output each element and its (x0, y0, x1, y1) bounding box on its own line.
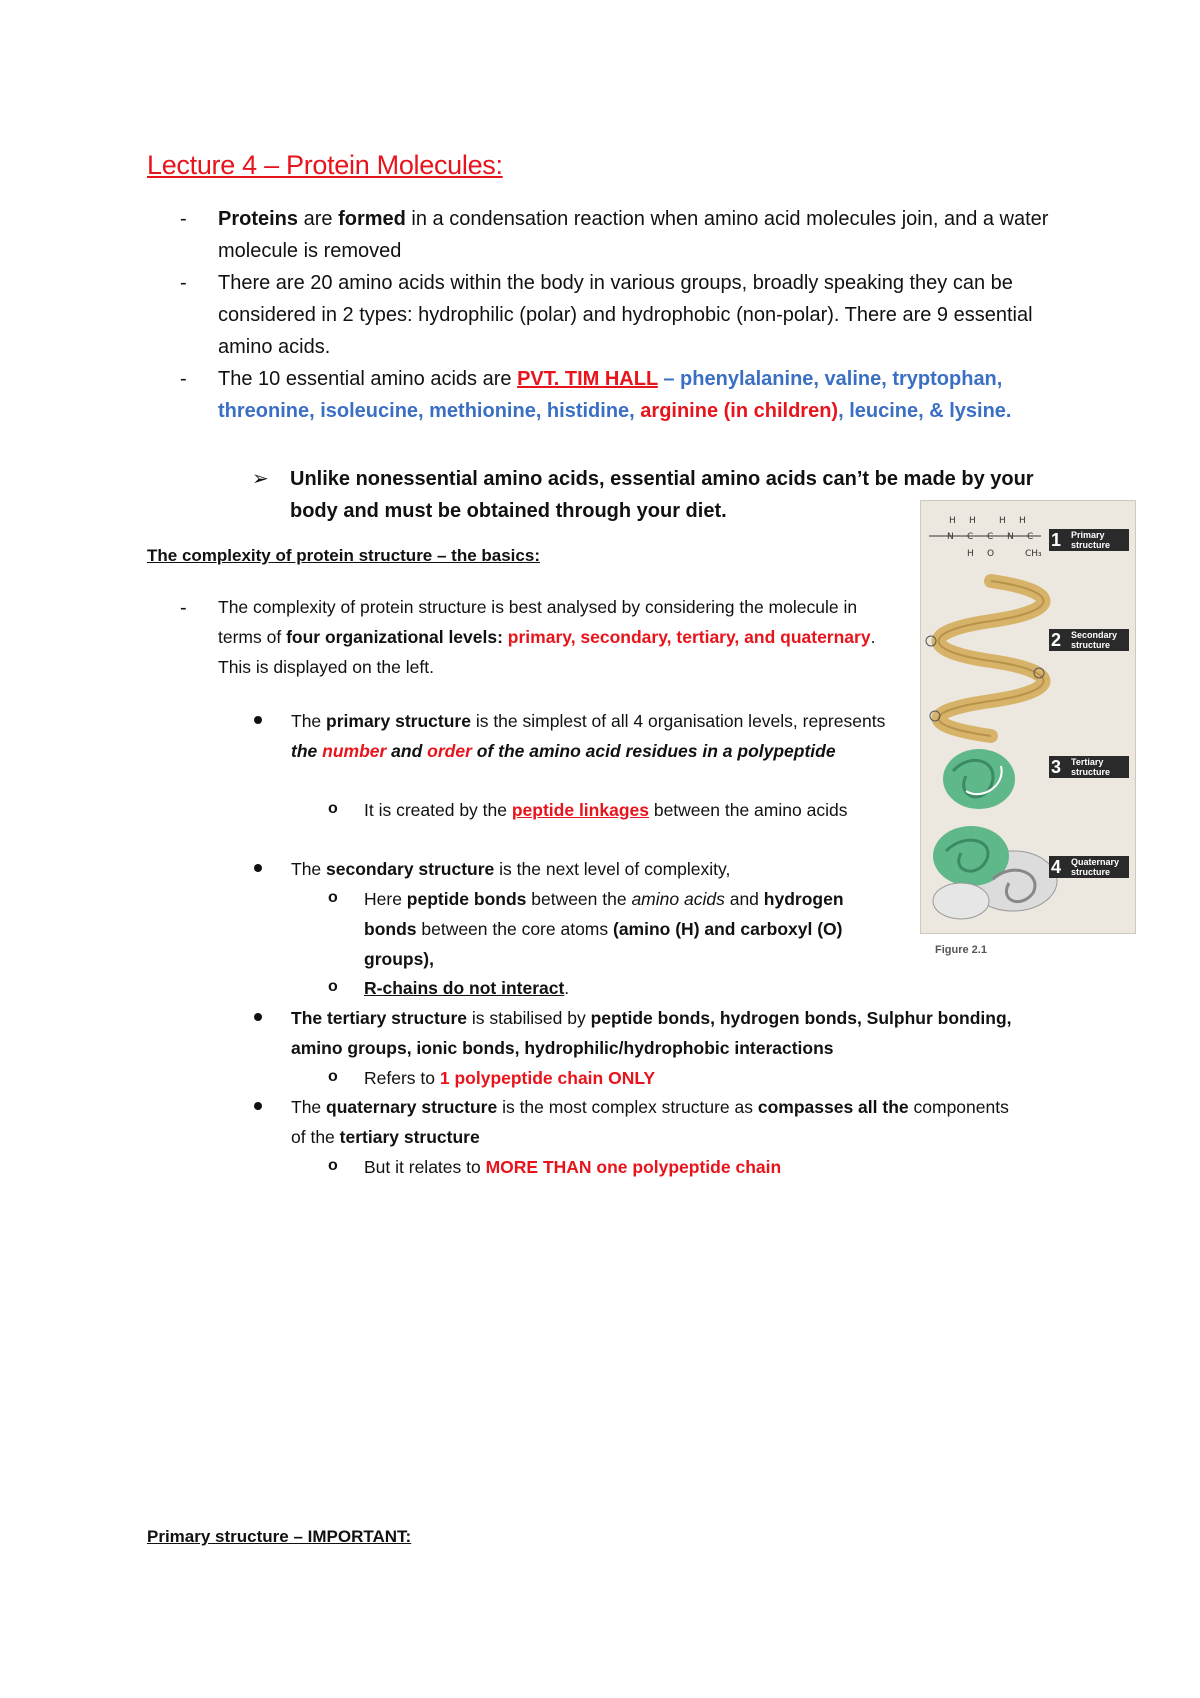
text: is the most complex structure as (497, 1097, 758, 1117)
text-italic-red: order (427, 741, 472, 761)
text: But it relates to (364, 1157, 486, 1177)
text-bold: Proteins (218, 208, 299, 230)
quaternary-sub-item (364, 1152, 924, 1182)
text-italic: and (386, 741, 428, 761)
level-tag-2: 2 Secondary structure (1049, 629, 1129, 651)
protein-structure-figure (920, 500, 1136, 934)
text-bold: hydrogen bonds (364, 889, 844, 939)
section-heading-basics: The complexity of protein structure – the basics: (147, 546, 540, 565)
secondary-helix (926, 581, 1044, 736)
text-red: MORE THAN one polypeptide chain (485, 1157, 782, 1177)
page-title: Lecture 4 – Protein Molecules: (147, 150, 503, 180)
text: between the (526, 889, 632, 909)
svg-text:H: H (999, 516, 1006, 526)
primary-structure-item (291, 706, 891, 766)
mnemonic: PVT. TIM HALL (517, 368, 658, 390)
text-bold: tertiary structure (339, 1127, 480, 1147)
text-red: peptide linkages (511, 800, 649, 820)
section-heading-primary: Primary structure – IMPORTANT: (147, 1527, 412, 1546)
text: is the simplest of all 4 organisation levels, represents (470, 711, 886, 731)
dash-marker: - (180, 272, 187, 294)
text-bold: peptide bonds (406, 889, 527, 909)
intro-bullet-3 (218, 363, 1078, 427)
amino-list: – phenylalanine, valine, tryptophan, threonine, isoleucine, methionine, histidine, (218, 368, 1003, 422)
text: . (564, 978, 570, 998)
svg-text:O: O (987, 549, 995, 559)
svg-text:C: C (967, 532, 974, 542)
text-bold: The tertiary structure (291, 1008, 468, 1028)
text: The (291, 859, 327, 879)
svg-text:C: C (987, 532, 994, 542)
svg-text:H: H (967, 549, 974, 559)
sub-marker: o (328, 1068, 338, 1085)
text: are (298, 208, 339, 230)
text-bold: compasses all the (757, 1097, 909, 1117)
figure-caption: Figure 2.1 (935, 944, 987, 956)
bullet-dot (254, 864, 262, 872)
text: The (291, 1097, 327, 1117)
basics-paragraph (218, 592, 878, 682)
level-tag-3: 3 Tertiary structure (1049, 756, 1129, 778)
text: between the amino acids (648, 800, 848, 820)
text: The 10 essential amino acids are (218, 368, 518, 390)
text-italic: of the amino acid residues in a polypeptide (471, 741, 836, 761)
bullet-dot (254, 1102, 262, 1110)
bullet-dot (254, 1013, 262, 1021)
amino-list-end: , leucine, & lysine. (838, 400, 1012, 422)
text-bold: secondary structure (326, 859, 495, 879)
svg-text:CH₃: CH₃ (1025, 549, 1042, 559)
text-bold: four organizational levels: (286, 627, 508, 647)
primary-sub-item (364, 795, 884, 825)
text-underline: R-chains do not interact (364, 978, 565, 998)
level-tag-1: 1 Primary structure (1049, 529, 1129, 551)
tertiary-blob (943, 749, 1015, 809)
intro-bullet-1 (218, 203, 1078, 267)
secondary-sub-item-2 (364, 973, 924, 1003)
text-italic: amino acids (631, 889, 725, 909)
dash-marker: - (180, 597, 187, 619)
primary-chain (929, 516, 1042, 559)
text-red: 1 polypeptide chain ONLY (439, 1068, 656, 1088)
text: in a condensation reaction when amino acid molecules join, and a water molecule is removed (218, 208, 1049, 262)
tertiary-sub-item (364, 1063, 924, 1093)
text: is stabilised by (467, 1008, 591, 1028)
text-bold: quaternary structure (326, 1097, 498, 1117)
tertiary-structure-item (291, 1003, 1031, 1063)
sub-marker: o (328, 889, 338, 906)
text: between the core atoms (416, 919, 613, 939)
text: The (291, 711, 327, 731)
text: The complexity of protein structure is best analysed by considering the molecule in terms of (218, 597, 858, 647)
sub-marker: o (328, 800, 338, 817)
text-italic: the (291, 741, 323, 761)
text-italic-red: number (322, 741, 387, 761)
arrow-note: Unlike nonessential amino acids, essential amino acids can’t be made by your body and must be obtained through your diet. (290, 468, 1034, 522)
quaternary-blob (933, 826, 1057, 919)
levels-list: primary, secondary, tertiary, and quaternary (507, 627, 871, 647)
secondary-structure-item (291, 854, 911, 884)
text: components of the (291, 1097, 1009, 1147)
bullet-dot (254, 716, 262, 724)
dash-marker: - (180, 208, 187, 230)
level-tag-4: 4 Quaternary structure (1049, 856, 1129, 878)
intro-bullet-2: There are 20 amino acids within the body in various groups, broadly speaking they can be considered in 2 types: hydrophilic (polar) and hydrophobic (non-polar). There are 9 essential amino acids. (218, 272, 1033, 358)
text: . This is displayed on the left. (218, 627, 876, 677)
svg-text:N: N (1007, 532, 1014, 542)
text: and (724, 889, 764, 909)
amino-arginine: arginine (in children) (640, 400, 839, 422)
svg-text:C: C (1027, 532, 1034, 542)
text-bold: formed (338, 208, 406, 230)
svg-text:H: H (949, 516, 956, 526)
svg-text:H: H (1019, 516, 1026, 526)
arrow-marker: ➢ (252, 468, 269, 490)
svg-text:H: H (969, 516, 976, 526)
text: It is created by the (364, 800, 512, 820)
text-bold: primary structure (326, 711, 471, 731)
text-bold: (amino (H) and carboxyl (O) groups), (364, 919, 843, 969)
secondary-sub-item-1 (364, 884, 894, 974)
text: Refers to (364, 1068, 440, 1088)
quaternary-structure-item (291, 1092, 1011, 1152)
svg-text:N: N (947, 532, 954, 542)
text: Here (364, 889, 407, 909)
text-bold: peptide bonds, hydrogen bonds, Sulphur bonding, amino groups, ionic bonds, hydrophilic/hydrophobic interactions (291, 1008, 1012, 1058)
text: is the next level of complexity, (494, 859, 731, 879)
sub-marker: o (328, 978, 338, 995)
dash-marker: - (180, 368, 187, 390)
sub-marker: o (328, 1157, 338, 1174)
